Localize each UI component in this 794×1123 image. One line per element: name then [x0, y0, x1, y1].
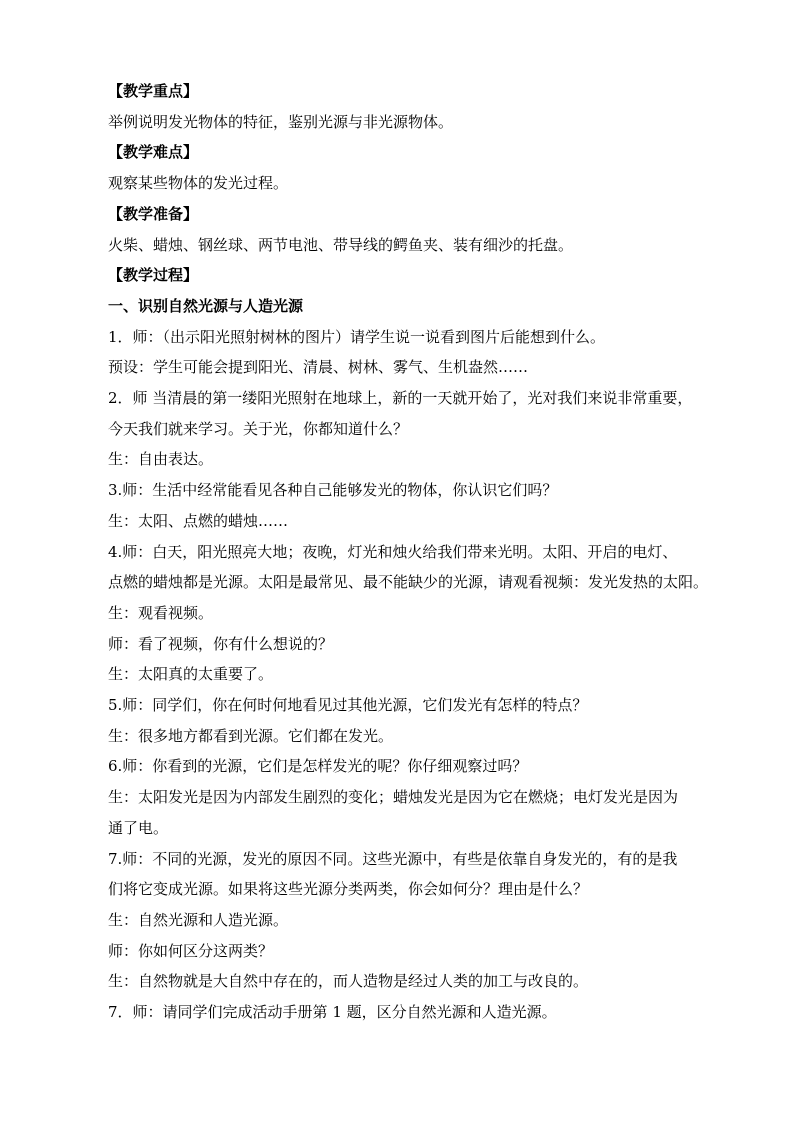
- paragraph-7-followup-answer: 生：自然物就是大自然中存在的，而人造物是经过人类的加工与改良的。: [108, 972, 589, 991]
- paragraph-preparation: 火柴、蜡烛、钢丝球、两节电池、带导线的鳄鱼夹、装有细沙的托盘。: [108, 235, 574, 254]
- paragraph-3: 3.师：生活中经常能看见各种自己能够发光的物体，你认识它们吗？: [108, 481, 558, 500]
- paragraph-6-answer-line-1: 生：太阳发光是因为内部发生剧烈的变化；蜡烛发光是因为它在燃烧；电灯发光是因为: [108, 788, 679, 807]
- paragraph-8: 7．师：请同学们完成活动手册第 1 题，区分自然光源和人造光源。: [108, 1003, 557, 1022]
- paragraph-key-points: 举例说明发光物体的特征，鉴别光源与非光源物体。: [108, 112, 454, 131]
- paragraph-7-line-1: 7.师：不同的光源，发光的原因不同。这些光源中，有些是依靠自身发光的，有的是我: [108, 849, 678, 868]
- paragraph-2-line-2: 今天我们就来学习。关于光，你都知道什么？: [108, 419, 409, 438]
- paragraph-7-answer: 生：自然光源和人造光源。: [108, 910, 289, 929]
- paragraph-4-followup-answer: 生：太阳真的太重要了。: [108, 665, 274, 684]
- document-body: [108, 76, 718, 1028]
- heading-preparation: 【教学准备】: [108, 204, 199, 223]
- paragraph-5-answer: 生：很多地方都看到光源。它们都在发光。: [108, 726, 394, 745]
- paragraph-difficulties: 观察某些物体的发光过程。: [108, 174, 289, 193]
- paragraph-1: 1．师：（出示阳光照射树林的图片）请学生说一说看到图片后能想到什么。: [108, 327, 606, 346]
- heading-process: 【教学过程】: [108, 266, 199, 285]
- paragraph-6: 6.师：你看到的光源，它们是怎样发光的呢？你仔细观察过吗？: [108, 757, 528, 776]
- heading-key-points: 【教学重点】: [108, 82, 199, 100]
- paragraph-1-preset: 预设：学生可能会提到阳光、清晨、树林、雾气、生机盎然……: [108, 358, 529, 377]
- paragraph-7-followup: 师：你如何区分这两类？: [108, 941, 274, 960]
- paragraph-7-line-2: 们将它变成光源。如果将这些光源分类两类，你会如何分？理由是什么？: [108, 880, 589, 899]
- heading-difficulties: 【教学难点】: [108, 143, 199, 162]
- paragraph-4-answer: 生：观看视频。: [108, 603, 214, 622]
- paragraph-4-followup: 师：看了视频，你有什么想说的？: [108, 634, 334, 653]
- paragraph-6-answer-line-2: 通了电。: [108, 818, 169, 837]
- paragraph-3-answer: 生：太阳、点燃的蜡烛……: [108, 511, 289, 530]
- section-title-1: 一、识别自然光源与人造光源: [108, 296, 304, 315]
- paragraph-4-line-1: 4.师：白天，阳光照亮大地；夜晚，灯光和烛火给我们带来光明。太阳、开启的电灯、: [108, 542, 678, 561]
- paragraph-2-line-1: 2．师 当清晨的第一缕阳光照射在地球上，新的一天就开始了，光对我们来说非常重要，: [108, 389, 693, 408]
- paragraph-5: 5.师：同学们，你在何时何地看见过其他光源，它们发光有怎样的特点？: [108, 696, 588, 715]
- paragraph-2-answer: 生：自由表达。: [108, 450, 214, 469]
- paragraph-4-line-2: 点燃的蜡烛都是光源。太阳是最常见、最不能缺少的光源，请观看视频：发光发热的太阳。: [108, 573, 709, 592]
